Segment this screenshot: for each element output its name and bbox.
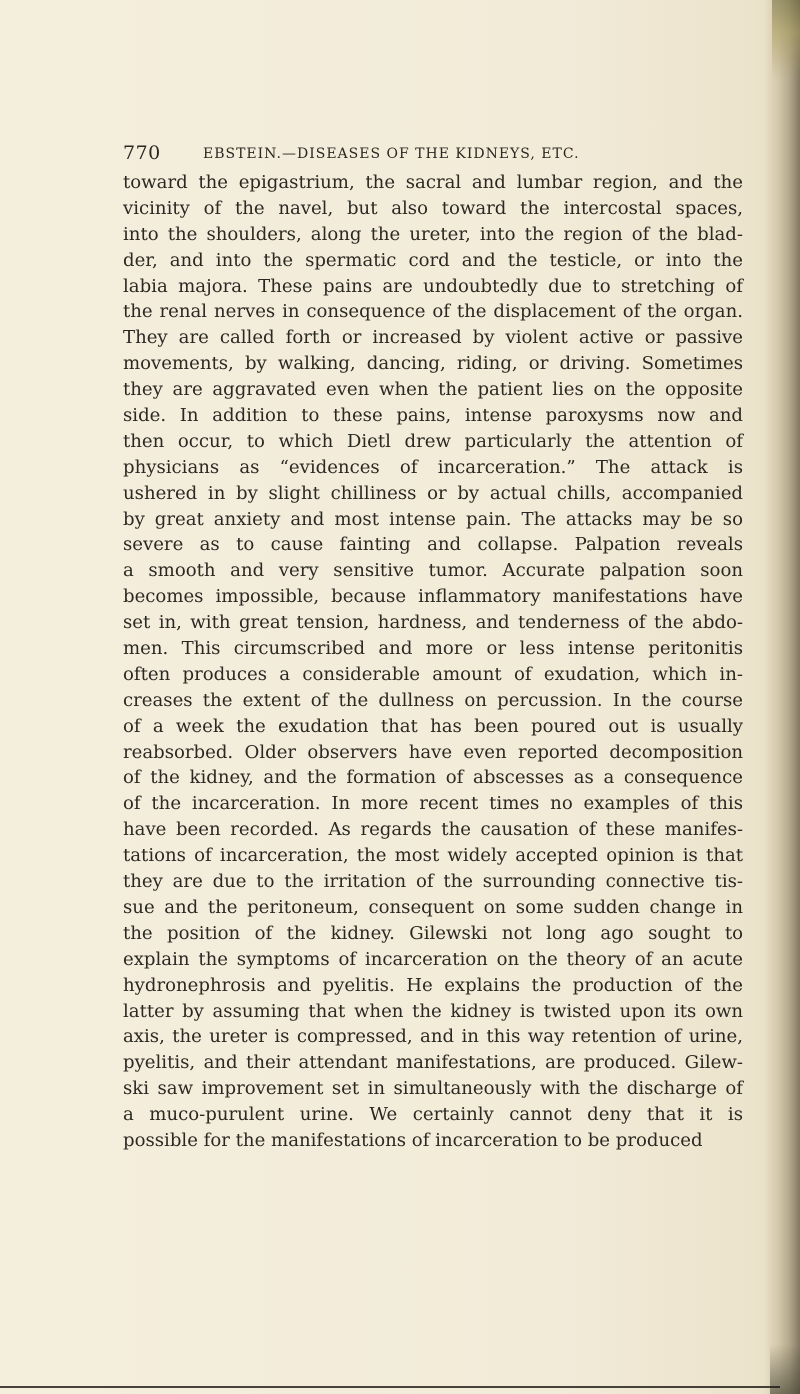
text-line: vicinity of the navel, but also toward the intercostal spaces, (123, 197, 743, 219)
page-header (123, 142, 723, 168)
body-text (123, 170, 743, 1154)
text-line: by great anxiety and most intense pain. The attacks may be so (123, 508, 743, 530)
text-line: a muco-purulent urine. We certainly cannot deny that it is (123, 1104, 743, 1126)
page-bottom-edge (0, 1386, 780, 1388)
text-line: labia majora. These pains are undoubtedly due to stretching of (123, 275, 743, 297)
text-line: explain the symptoms of incarceration on the theory of an acute (123, 948, 743, 970)
text-line: into the shoulders, along the ureter, into the region of the blad- (123, 223, 743, 245)
text-line: axis, the ureter is compressed, and in this way retention of urine, (123, 1026, 743, 1048)
text-line: They are called forth or increased by violent active or passive (123, 327, 743, 349)
text-line: of a week the exudation that has been poured out is usually (123, 715, 743, 737)
text-line: latter by assuming that when the kidney is twisted upon its own (123, 1000, 743, 1022)
text-line: becomes impossible, because inflammatory manifestations have (123, 586, 743, 608)
text-line: reabsorbed. Older observers have even reported decomposition (123, 741, 743, 763)
text-line: hydronephrosis and pyelitis. He explains the production of the (123, 974, 743, 996)
text-line: physicians as “evidences of incarceration.” The attack is (123, 456, 743, 478)
text-line: severe as to cause fainting and collapse. Palpation reveals (123, 534, 743, 556)
text-line: creases the extent of the dullness on percussion. In the course (123, 689, 743, 711)
text-line: tations of incarceration, the most widely accepted opinion is that (123, 845, 743, 867)
text-line: the renal nerves in consequence of the displacement of the organ. (123, 301, 743, 323)
text-line: they are aggravated even when the patient lies on the opposite (123, 379, 743, 401)
text-line: have been recorded. As regards the causation of these manifes- (123, 819, 743, 841)
text-line: men. This circumscribed and more or less intense peritonitis (123, 638, 743, 660)
text-line: der, and into the spermatic cord and the testicle, or into the (123, 249, 743, 271)
running-head: EBSTEIN.—DISEASES OF THE KIDNEYS, ETC. (203, 146, 580, 162)
text-line: of the incarceration. In more recent times no examples of this (123, 793, 743, 815)
text-line: side. In addition to these pains, intense paroxysms now and (123, 405, 743, 427)
text-line: then occur, to which Dietl drew particularly the attention of (123, 430, 743, 452)
text-line: movements, by walking, dancing, riding, or driving. Sometimes (123, 353, 743, 375)
page-number: 770 (123, 142, 161, 164)
text-line: ushered in by slight chilliness or by actual chills, accompanied (123, 482, 743, 504)
text-line: toward the epigastrium, the sacral and lumbar region, and the (123, 172, 743, 193)
text-line: the position of the kidney. Gilewski not long ago sought to (123, 922, 743, 944)
text-line: often produces a considerable amount of exudation, which in- (123, 663, 743, 685)
text-line: a smooth and very sensitive tumor. Accurate palpation soon (123, 560, 743, 582)
text-line: possible for the manifestations of incarceration to be produced (123, 1129, 703, 1151)
text-line: of the kidney, and the formation of abscesses as a consequence (123, 767, 743, 789)
page-edge-shadow (764, 0, 800, 1394)
text-line: pyelitis, and their attendant manifestations, are produced. Gilew- (123, 1052, 743, 1074)
text-line: set in, with great tension, hardness, and tenderness of the abdo- (123, 612, 743, 634)
page-edge-stain (772, 0, 800, 80)
text-line: ski saw improvement set in simultaneously with the discharge of (123, 1078, 743, 1100)
text-line: they are due to the irritation of the surrounding connective tis- (123, 871, 743, 893)
text-line: sue and the peritoneum, consequent on some sudden change in (123, 896, 743, 918)
